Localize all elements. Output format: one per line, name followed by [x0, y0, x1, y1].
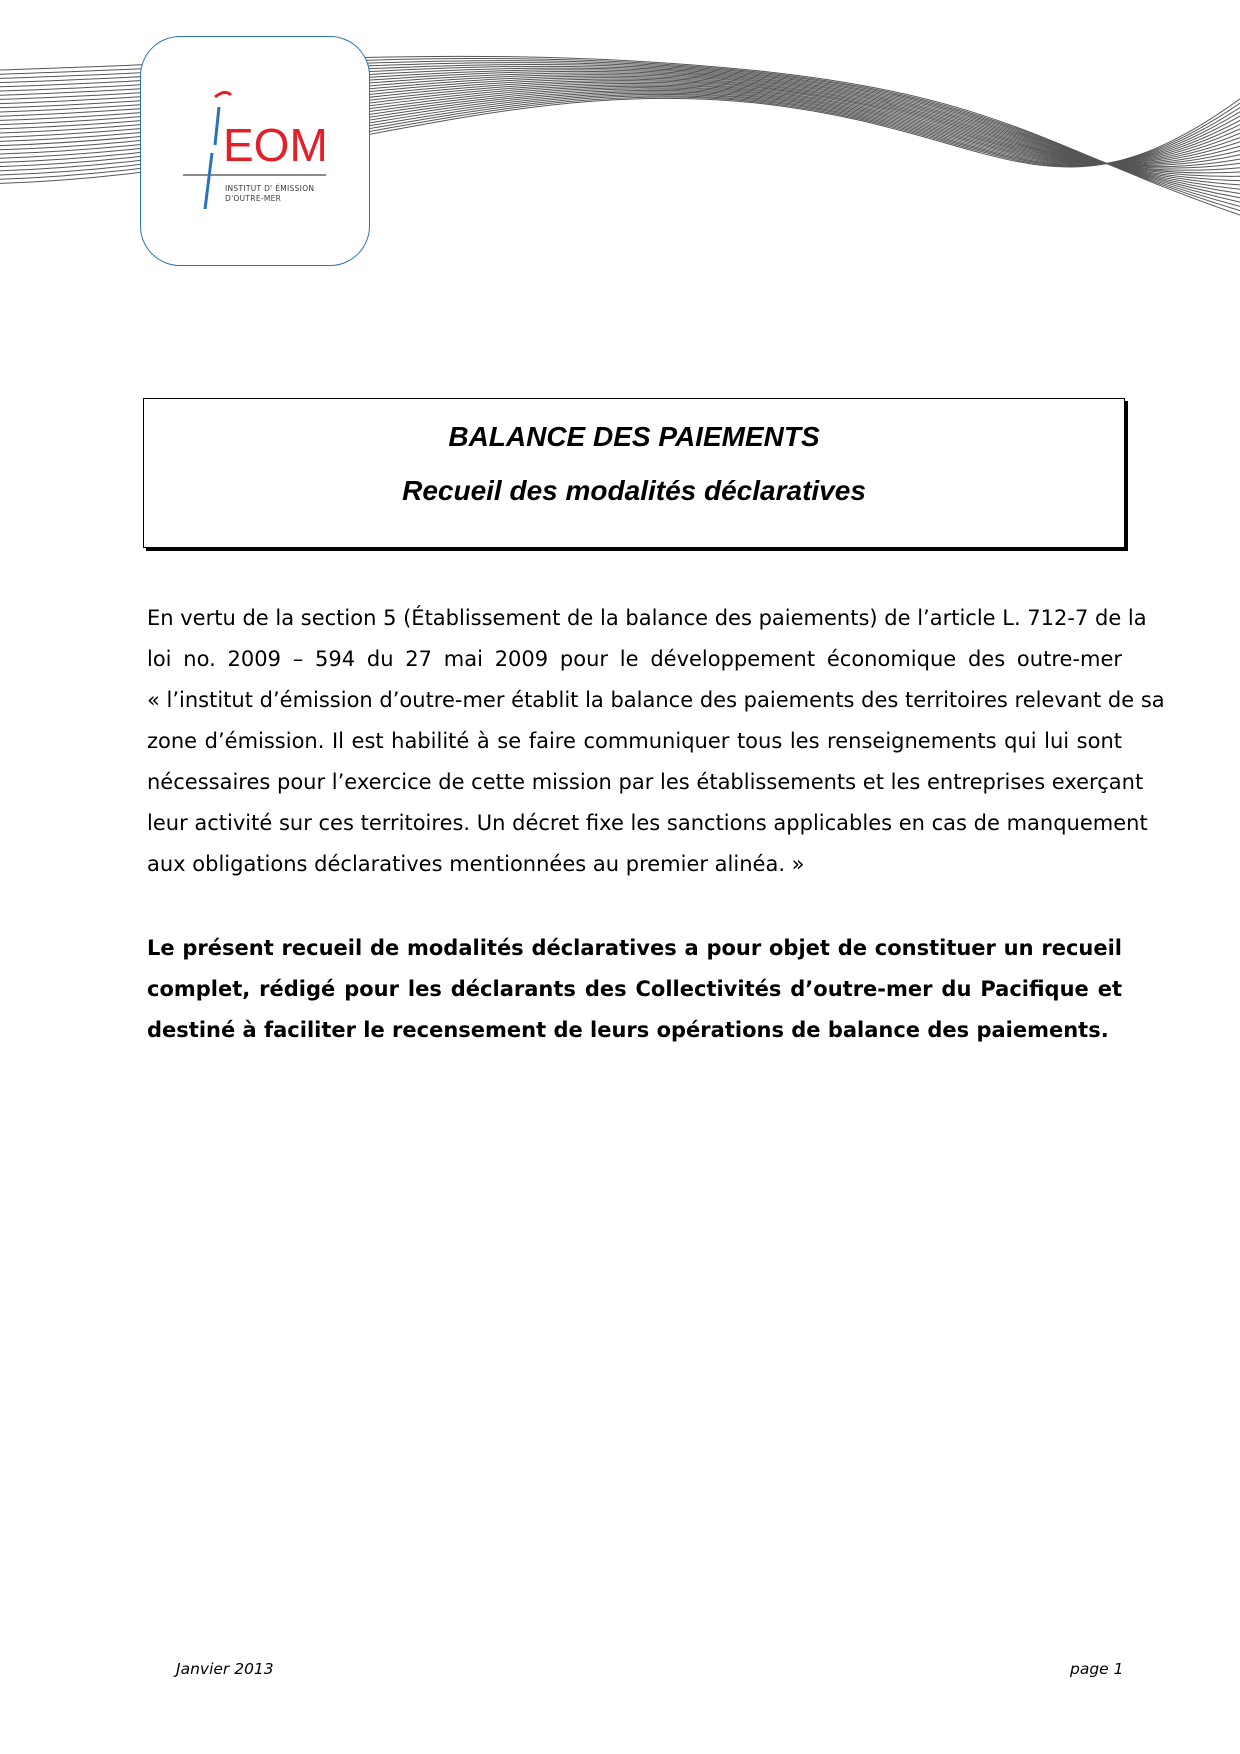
- purpose-paragraph: [147, 928, 1122, 1051]
- intro-line: zone d’émission. Il est habilité à se faire communiquer tous les renseignements qui lui sont: [147, 729, 1122, 753]
- logo-letters: EOM: [223, 119, 328, 171]
- footer-page-number: page 1: [1070, 1660, 1124, 1678]
- intro-line: « l’institut d’émission d’outre-mer établit la balance des paiements des territoires relevant de sa: [147, 688, 1165, 712]
- intro-line: loi no. 2009 – 594 du 27 mai 2009 pour le développement économique des outre-mer: [147, 647, 1122, 671]
- purpose-line: Le présent recueil de modalités déclaratives a pour objet de constituer un recueil: [147, 936, 1122, 960]
- ieom-logo-mark: [141, 37, 371, 267]
- document-title: BALANCE DES PAIEMENTS: [448, 421, 820, 452]
- intro-line: leur activité sur ces territoires. Un décret fixe les sanctions applicables en cas de manquement: [147, 811, 1148, 835]
- purpose-line: complet, rédigé pour les déclarants des Collectivités d’outre-mer du Pacifique et: [147, 977, 1122, 1001]
- title-box: [143, 398, 1125, 548]
- intro-paragraph: [147, 598, 1165, 885]
- purpose-line: destiné à faciliter le recensement de leurs opérations de balance des paiements.: [147, 1018, 1109, 1042]
- logo-subtitle-line1: INSTITUT D' ÉMISSION: [225, 184, 315, 193]
- intro-line: aux obligations déclaratives mentionnées au premier alinéa. »: [147, 852, 805, 876]
- intro-line: nécessaires pour l’exercice de cette mission par les établissements et les entreprises exerçant: [147, 770, 1144, 794]
- document-subtitle: Recueil des modalités déclaratives: [402, 475, 866, 506]
- intro-line: En vertu de la section 5 (Établissement de la balance des paiements) de l’article L. 712-7 de la: [147, 606, 1147, 630]
- footer-date: Janvier 2013: [176, 1660, 274, 1678]
- logo-subtitle-line2: D'OUTRE-MER: [225, 194, 282, 203]
- ieom-logo: [140, 36, 370, 266]
